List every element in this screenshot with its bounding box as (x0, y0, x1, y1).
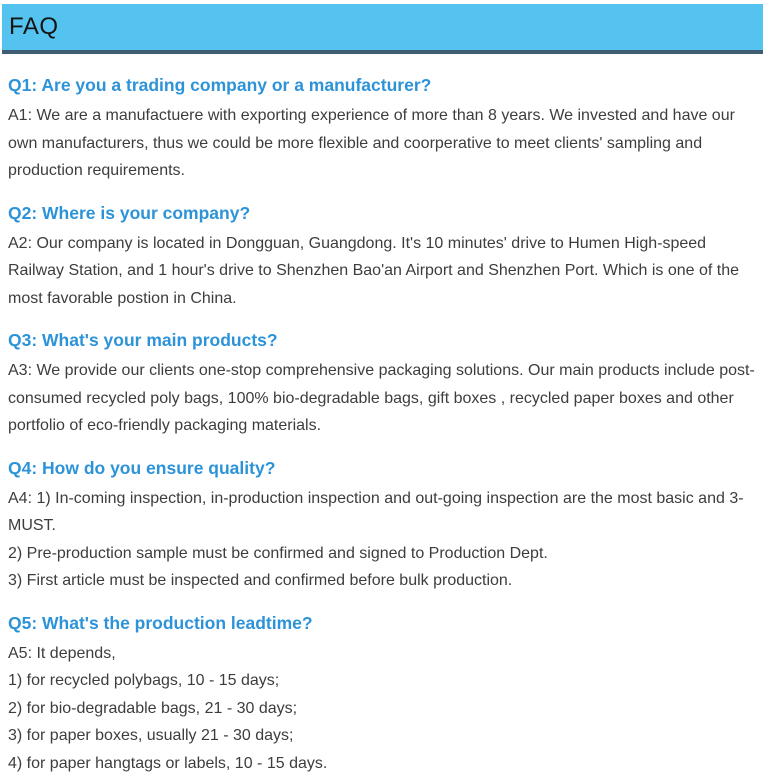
faq-item-q4 (8, 457, 755, 595)
faq-answer-paragraph: A5: It depends, (8, 640, 755, 668)
page-title: FAQ (2, 13, 59, 41)
faq-answer-q5 (8, 640, 755, 777)
faq-content (0, 74, 765, 777)
faq-answer-paragraph: A2: Our company is located in Dongguan, Guangdong. It's 10 minutes' drive to Humen High-speed Railway Station, and 1 hour's drive to Shenzhen Bao'an Airport and Shenzhen Port. Which is one of the most favorable postion in China. (8, 230, 755, 313)
faq-answer-paragraph: 2) for bio-degradable bags, 21 - 30 days; (8, 695, 755, 723)
faq-answer-paragraph: A1: We are a manufactuere with exporting experience of more than 8 years. We invested and have our own manufacturers, thus we could be more flexible and coorperative to meet clients' sampling and production requirements. (8, 102, 755, 185)
faq-answer-q4 (8, 485, 755, 595)
faq-answer-paragraph: 3) for paper boxes, usually 21 - 30 days; (8, 722, 755, 750)
faq-answer-q2 (8, 230, 755, 313)
faq-item-q1 (8, 74, 755, 185)
faq-item-q2 (8, 202, 755, 313)
faq-page (0, 4, 765, 752)
faq-answer-q1 (8, 102, 755, 185)
faq-question-q1: Q1: Are you a trading company or a manufacturer? (8, 74, 755, 96)
faq-item-q5 (8, 612, 755, 777)
faq-question-q2: Q2: Where is your company? (8, 202, 755, 224)
faq-answer-paragraph: 2) Pre-production sample must be confirmed and signed to Production Dept. (8, 540, 755, 568)
faq-question-q4: Q4: How do you ensure quality? (8, 457, 755, 479)
faq-answer-paragraph: 4) for paper hangtags or labels, 10 - 15 days. (8, 750, 755, 777)
faq-question-q3: Q3: What's your main products? (8, 329, 755, 351)
faq-question-q5: Q5: What's the production leadtime? (8, 612, 755, 634)
faq-answer-q3 (8, 357, 755, 440)
faq-item-q3 (8, 329, 755, 440)
faq-answer-paragraph: 1) for recycled polybags, 10 - 15 days; (8, 667, 755, 695)
faq-answer-paragraph: A4: 1) In-coming inspection, in-production inspection and out-going inspection are the most basic and 3-MUST. (8, 485, 755, 540)
faq-header-banner (2, 4, 763, 54)
faq-answer-paragraph: 3) First article must be inspected and confirmed before bulk production. (8, 567, 755, 595)
faq-answer-paragraph: A3: We provide our clients one-stop comprehensive packaging solutions. Our main products include post-consumed recycled poly bags, 100% bio-degradable bags, gift boxes , recycled paper boxes and other portfolio of eco-friendly packaging materials. (8, 357, 755, 440)
